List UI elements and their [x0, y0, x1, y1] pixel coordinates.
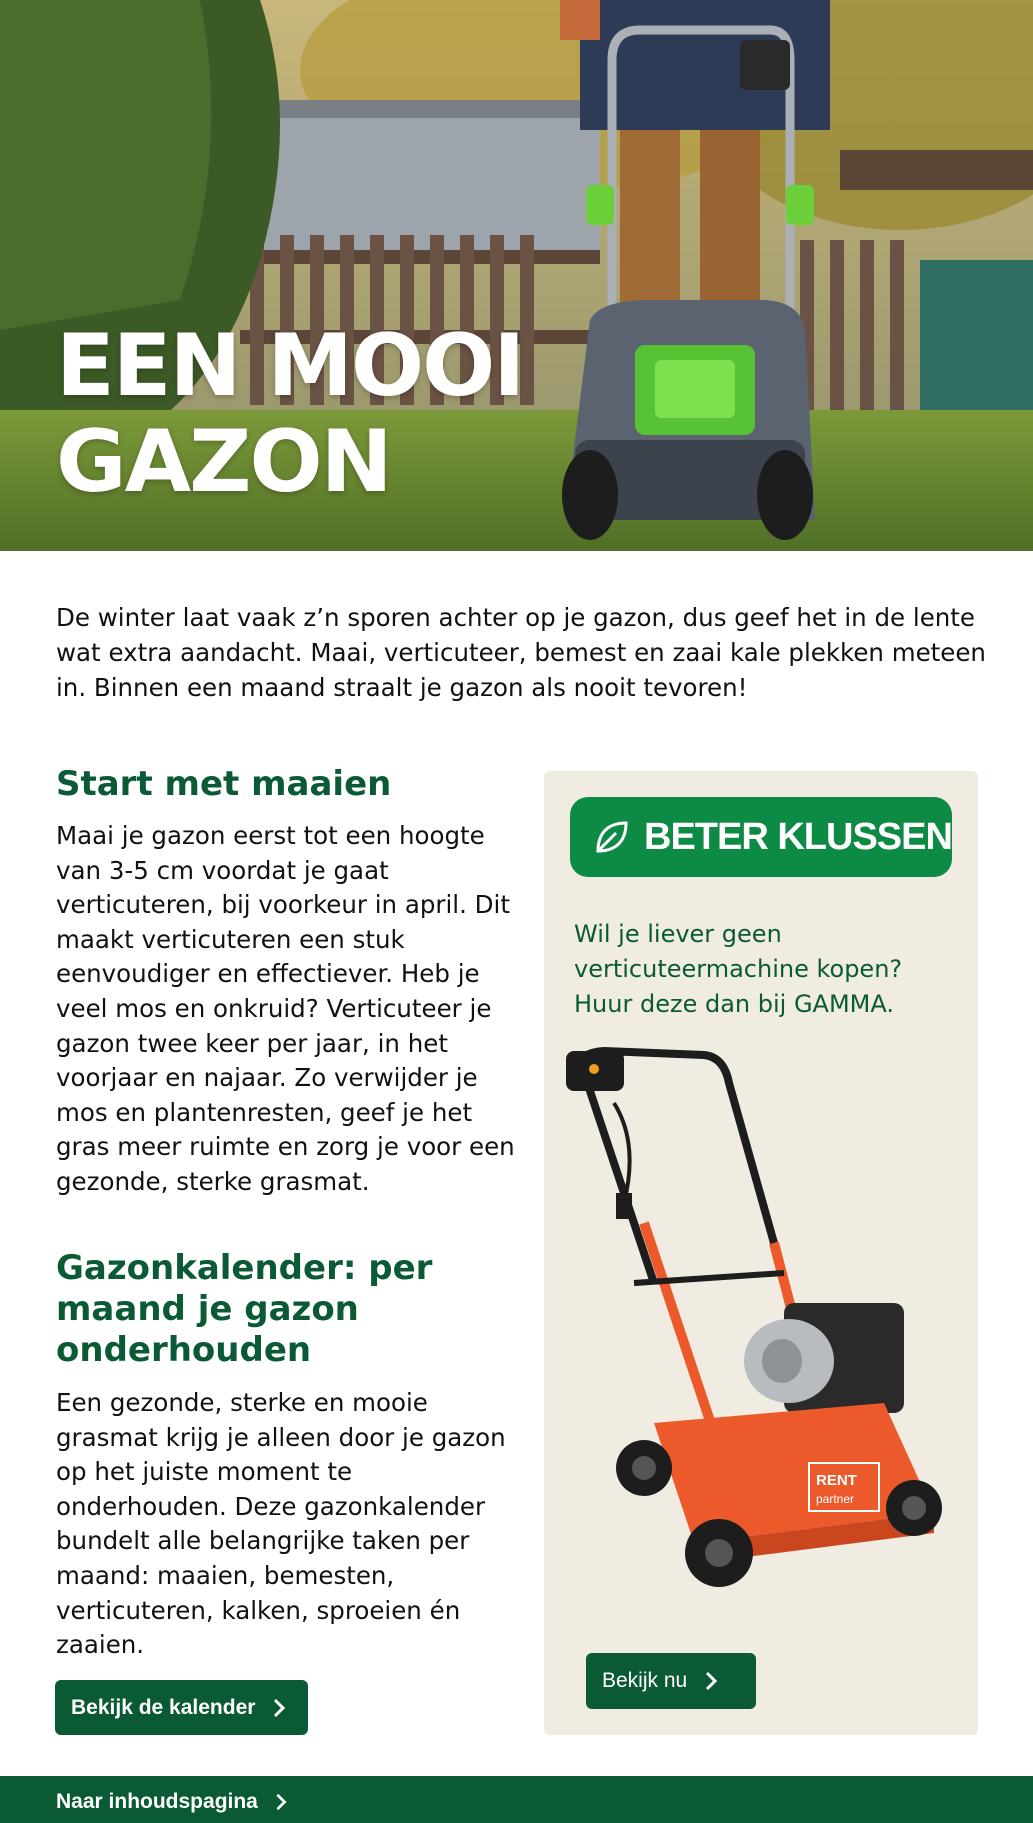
hero-banner — [0, 0, 1033, 551]
heading-gazonkalender: Gazonkalender: per maand je gazon onderhouden — [56, 1248, 433, 1370]
machine-brand-text: RENT — [816, 1472, 857, 1489]
leaf-icon — [592, 817, 632, 857]
beter-klussen-badge — [570, 797, 952, 877]
bekijk-kalender-label: Bekijk de kalender — [71, 1695, 256, 1719]
chevron-right-icon — [272, 1793, 290, 1811]
naar-inhoudspagina-label: Naar inhoudspagina — [56, 1790, 258, 1813]
svg-text:partner: partner — [816, 1492, 855, 1506]
paragraph-kalender: Een gezonde, sterke en mooie grasmat krijg je alleen door je gazon op het juiste moment te onderhouden. Deze gazonkalender bundelt alle belangrijke taken per maand: maaien, bemesten, verticuteren, kalken, sproeien én zaaien. — [56, 1388, 506, 1660]
hero-title: EEN MOOI GAZON — [56, 316, 524, 512]
bekijk-kalender-button[interactable] — [55, 1680, 308, 1735]
beter-klussen-label: BETER KLUSSEN — [644, 815, 952, 858]
beter-klussen-panel — [544, 771, 978, 1735]
chevron-right-icon — [269, 1698, 289, 1718]
intro-paragraph: De winter laat vaak z’n sporen achter op je gazon, dus geef het in de lente wat extra aandacht. Maai, verticuteer, bemest en zaai kale plekken meteen in. Binnen een maand straalt je gazon als nooit tevoren! — [56, 603, 986, 702]
bekijk-nu-label: Bekijk nu — [602, 1669, 688, 1692]
heading-start-met-maaien: Start met maaien — [56, 764, 392, 804]
footer-bar — [0, 1776, 1033, 1823]
verticuteermachine-image — [544, 1043, 978, 1613]
naar-inhoudspagina-link[interactable] — [56, 1790, 290, 1814]
panel-text: Wil je liever geen verticuteermachine kopen? Huur deze dan bij GAMMA. — [574, 920, 903, 1018]
chevron-right-icon — [701, 1671, 721, 1691]
bekijk-nu-button[interactable] — [586, 1653, 756, 1709]
paragraph-maaien: Maai je gazon eerst tot een hoogte van 3-5 cm voordat je gaat verticuteren, bij voorkeur in april. Dit maakt verticuteren een stuk eenvoudiger en effectiever. Heb je veel mos en onkruid? Verticuteer je gazon twee keer per jaar, in het voorjaar en najaar. Zo verwijder je mos en plantenresten, geef je het gras meer ruimte en zorg je voor een gezonde, sterke grasmat. — [56, 821, 515, 1196]
